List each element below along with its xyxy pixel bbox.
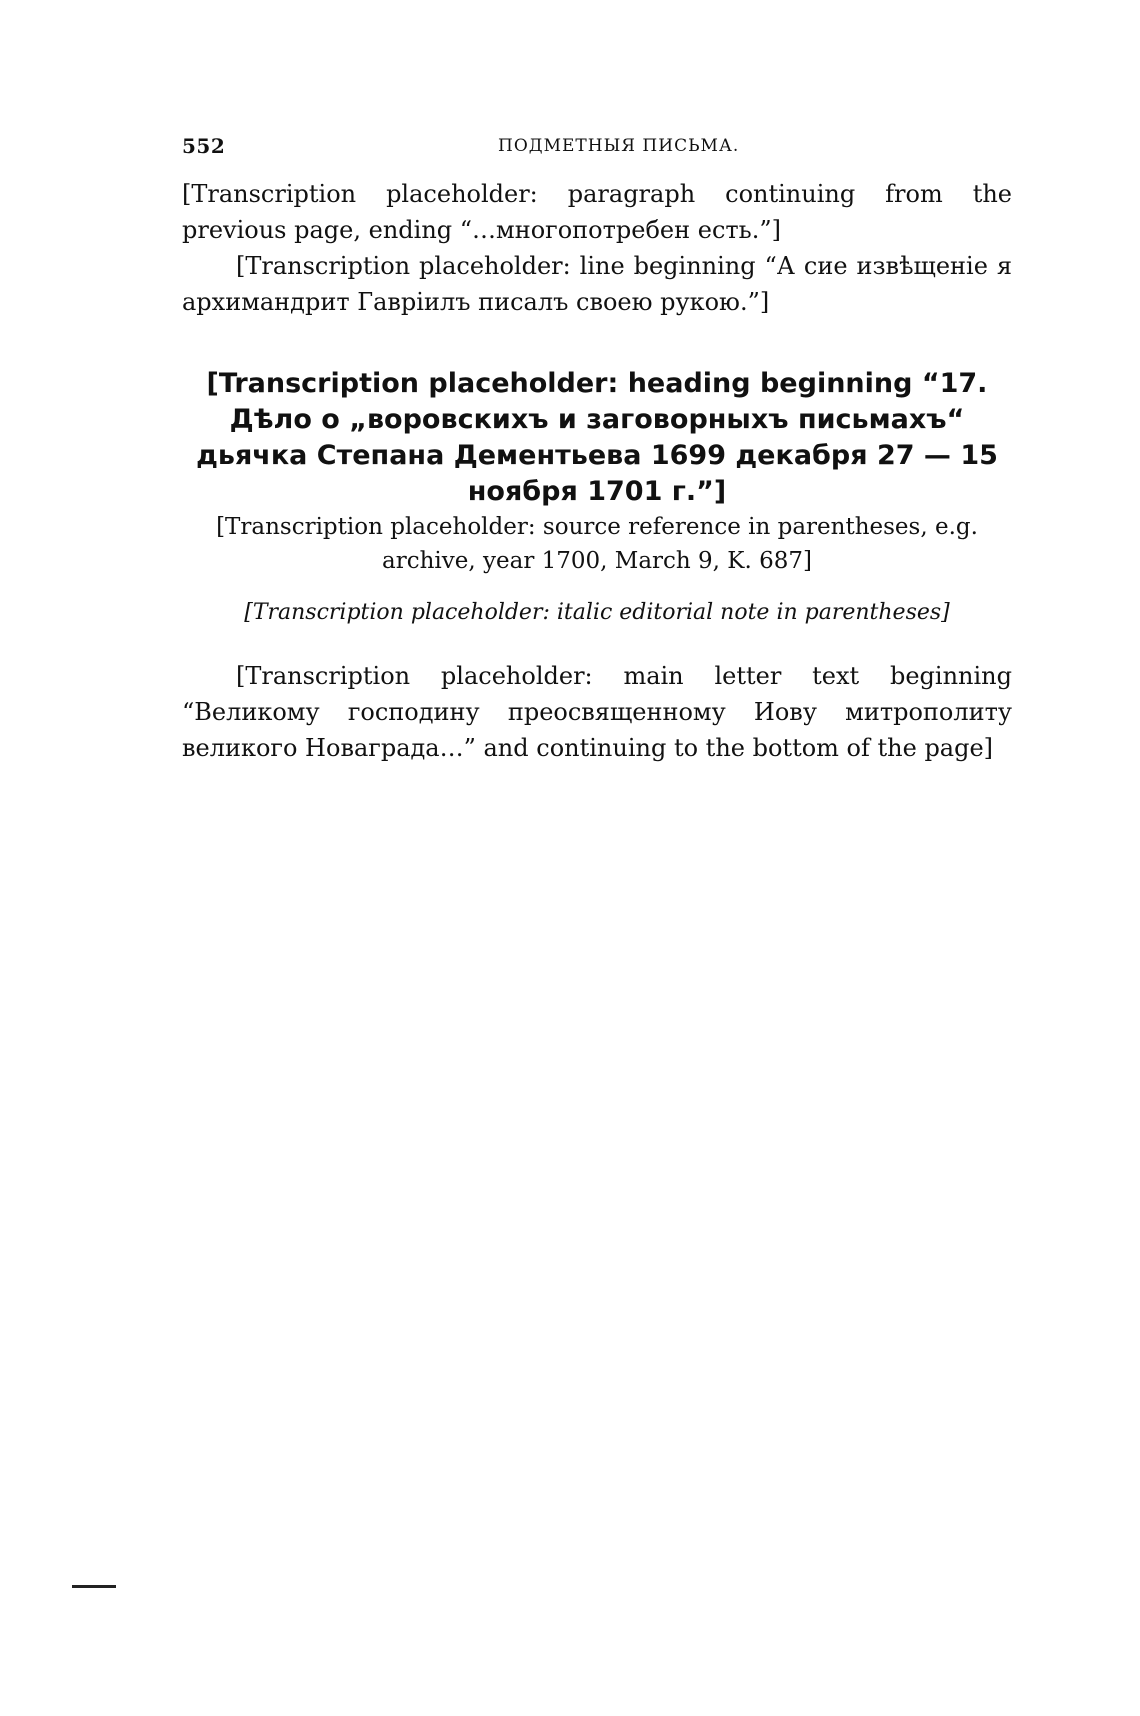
section-title: [Transcription placeholder: heading beginning “17. Дѣло о „воровскихъ и заговорныхъ письмахъ“ дьячка Степана Дементьева 1699 декабря 27 — 15 ноября 1701 г.”] bbox=[196, 368, 1008, 507]
section-note: [Transcription placeholder: italic editorial note in parentheses] bbox=[244, 600, 950, 625]
closing-signature: [Transcription placeholder: line beginning “А сие извѣщеніе я архимандрит Гавріилъ писалъ своею рукою.”] bbox=[182, 252, 1020, 316]
page-body bbox=[182, 176, 1020, 1626]
letter-text: [Transcription placeholder: main letter text beginning “Великому господину преосвященному Иову митрополиту великого Новаграда…” and continuing to the bottom of the page] bbox=[182, 662, 1020, 762]
margin-mark bbox=[72, 1585, 116, 1588]
section-source: [Transcription placeholder: source reference in parentheses, e.g. archive, year 1700, March 9, K. 687] bbox=[216, 514, 978, 574]
running-head: ПОДМЕТНЫЯ ПИСЬМА. bbox=[498, 136, 740, 156]
opening-paragraph: [Transcription placeholder: paragraph continuing from the previous page, ending “…многопотребен есть.”] bbox=[182, 180, 1020, 244]
page-header bbox=[182, 126, 1012, 166]
page-number: 552 bbox=[182, 134, 226, 158]
